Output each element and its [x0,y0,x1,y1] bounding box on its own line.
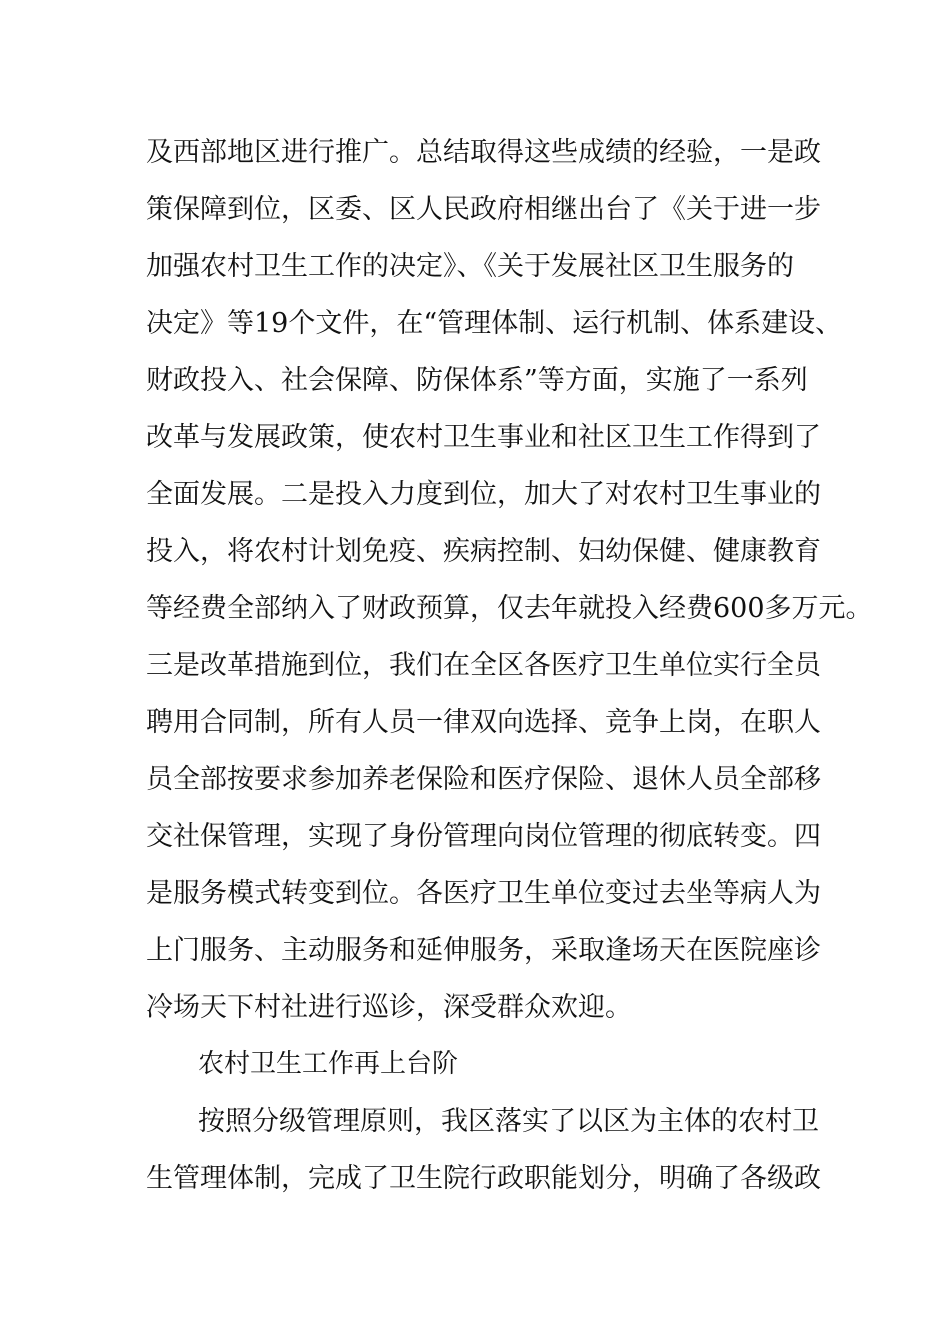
paragraph-line: 员全部按要求参加养老保险和医疗保险、退休人员全部移 [146,764,821,795]
paragraph-line: 及西部地区进行推广。总结取得这些成绩的经验，一是政 [146,137,821,168]
paragraph-line: 是服务模式转变到位。各医疗卫生单位变过去坐等病人为 [146,878,821,909]
section-heading: 农村卫生工作再上台阶 [198,1049,459,1079]
paragraph-line: 财政投入、社会保障、防保体系”等方面，实施了一系列 [146,365,808,396]
paragraph-line: 改革与发展政策，使农村卫生事业和社区卫生工作得到了 [146,422,821,453]
paragraph-line: 生管理体制，完成了卫生院行政职能划分，明确了各级政 [146,1163,821,1194]
paragraph-line: 三是改革措施到位，我们在全区各医疗卫生单位实行全员 [146,650,821,681]
paragraph-line: 策保障到位，区委、区人民政府相继出台了《关于进一步 [146,194,821,225]
paragraph-line: 聘用合同制，所有人员一律双向选择、竞争上岗，在职人 [146,707,821,738]
body-text [146,124,873,1207]
paragraph-line: 交社保管理，实现了身份管理向岗位管理的彻底转变。四 [146,821,821,852]
paragraph-line: 决定》等19个文件，在“管理体制、运行机制、体系建设、 [146,308,843,339]
paragraph-line: 加强农村卫生工作的决定》、《关于发展社区卫生服务的 [146,251,794,282]
paragraph-line: 冷场天下村社进行巡诊，深受群众欢迎。 [146,992,632,1023]
paragraph-line: 按照分级管理原则，我区落实了以区为主体的农村卫 [198,1106,819,1137]
paragraph-line: 全面发展。二是投入力度到位，加大了对农村卫生事业的 [146,479,821,510]
paragraph-line: 投入，将农村计划免疫、疾病控制、妇幼保健、健康教育 [146,536,821,567]
paragraph-line: 等经费全部纳入了财政预算，仅去年就投入经费600多万元。 [146,593,873,624]
paragraph-line: 上门服务、主动服务和延伸服务，采取逢场天在医院座诊 [146,935,821,966]
